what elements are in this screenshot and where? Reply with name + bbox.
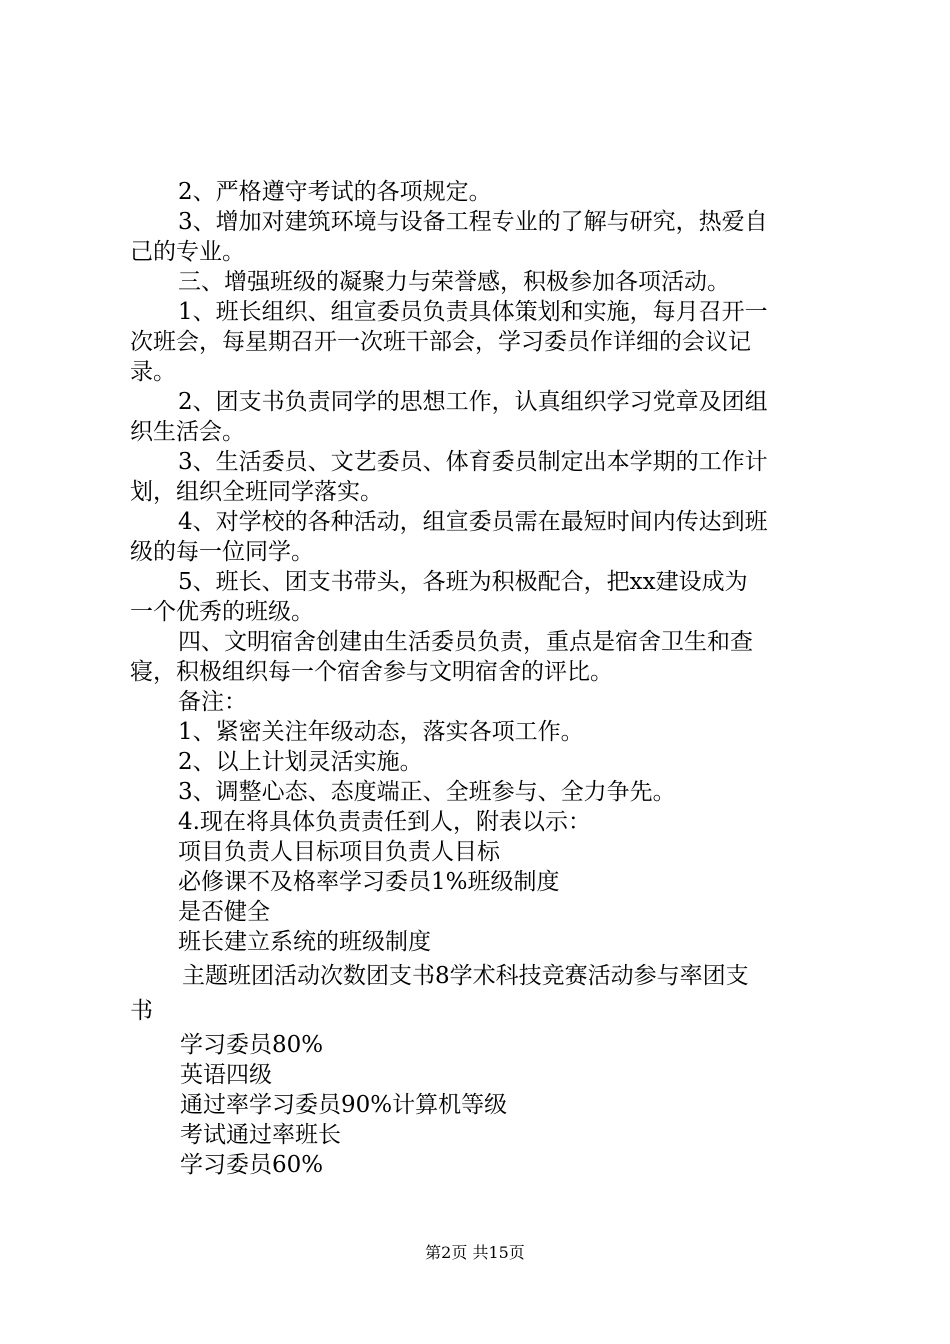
text-line: 书 bbox=[130, 998, 153, 1024]
text-line: 英语四级 bbox=[180, 1062, 272, 1088]
text-line: 通过率学习委员90%计算机等级 bbox=[180, 1092, 508, 1118]
text-line: 织生活会。 bbox=[130, 419, 245, 445]
text-line: 项目负责人目标项目负责人目标 bbox=[178, 839, 500, 865]
text-line: 考试通过率班长 bbox=[180, 1122, 341, 1148]
text-line: 录。 bbox=[130, 359, 176, 385]
text-line: 3、调整心态、态度端正、全班参与、全力争先。 bbox=[178, 779, 676, 805]
text-line: 2、团支书负责同学的思想工作，认真组织学习党章及团组 bbox=[178, 389, 768, 415]
text-line: 学习委员80% bbox=[180, 1032, 324, 1058]
text-line: 学习委员60% bbox=[180, 1152, 324, 1178]
text-line: 5、班长、团支书带头，各班为积极配合，把xx建设成为 bbox=[178, 569, 748, 595]
text-line: 一个优秀的班级。 bbox=[130, 599, 314, 625]
text-line: 是否健全 bbox=[178, 899, 270, 925]
text-line: 2、以上计划灵活实施。 bbox=[178, 749, 423, 775]
text-line: 备注： bbox=[178, 689, 247, 715]
text-line: 3、生活委员、文艺委员、体育委员制定出本学期的工作计 bbox=[178, 449, 768, 475]
text-line: 主题班团活动次数团支书8学术科技竞赛活动参与率团支 bbox=[182, 963, 749, 989]
text-line: 班长建立系统的班级制度 bbox=[178, 929, 431, 955]
text-line: 4、对学校的各种活动，组宣委员需在最短时间内传达到班 bbox=[178, 509, 768, 535]
text-line: 4.现在将具体负责责任到人，附表以示： bbox=[178, 809, 591, 835]
text-line: 划，组织全班同学落实。 bbox=[130, 479, 383, 505]
text-line: 己的专业。 bbox=[130, 239, 245, 265]
text-line: 3、增加对建筑环境与设备工程专业的了解与研究，热爱自 bbox=[178, 209, 768, 235]
text-line: 四、文明宿舍创建由生活委员负责，重点是宿舍卫生和查 bbox=[178, 629, 753, 655]
text-line: 级的每一位同学。 bbox=[130, 539, 314, 565]
text-line: 必修课不及格率学习委员1%班级制度 bbox=[178, 869, 560, 895]
text-line: 1、紧密关注年级动态，落实各项工作。 bbox=[178, 719, 584, 745]
text-line: 2、严格遵守考试的各项规定。 bbox=[178, 179, 492, 205]
text-line: 1、班长组织、组宣委员负责具体策划和实施，每月召开一 bbox=[178, 299, 768, 325]
page-number: 第2页 共15页 bbox=[425, 1243, 525, 1262]
text-line: 寝，积极组织每一个宿舍参与文明宿舍的评比。 bbox=[130, 659, 613, 685]
text-line: 次班会，每星期召开一次班干部会，学习委员作详细的会议记 bbox=[130, 329, 751, 355]
text-line: 三、增强班级的凝聚力与荣誉感，积极参加各项活动。 bbox=[178, 269, 730, 295]
